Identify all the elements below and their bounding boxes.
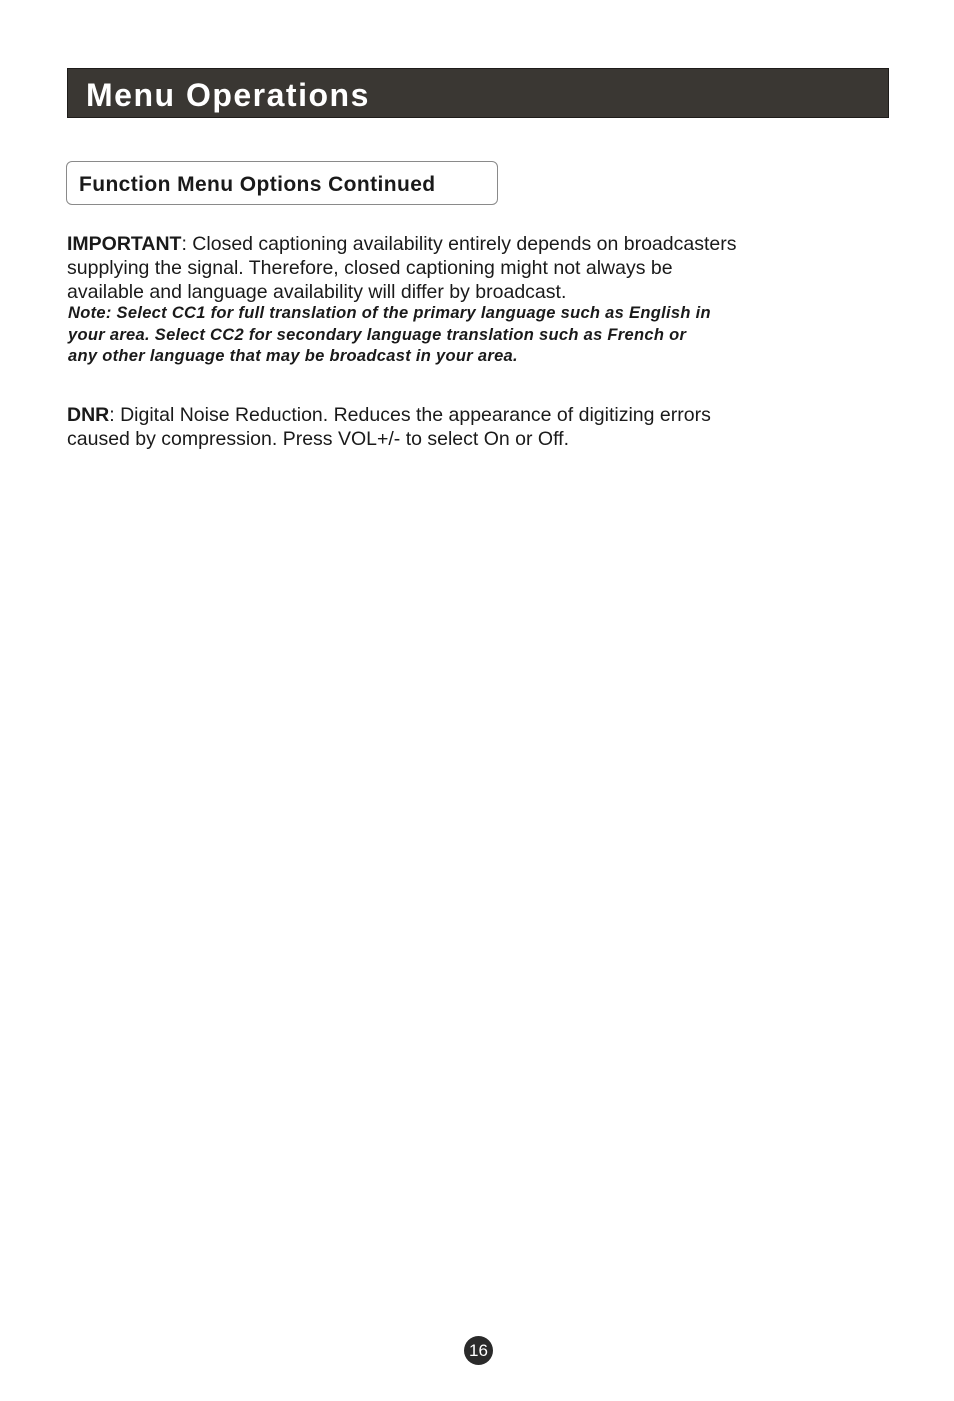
important-line-3: available and language availability will differ by broadcast. (67, 281, 567, 303)
important-label: IMPORTANT (67, 233, 182, 255)
important-line-2: supplying the signal. Therefore, closed captioning might not always be (67, 257, 673, 279)
header-bar (67, 68, 889, 118)
note-paragraph (68, 303, 888, 368)
page-title: Menu Operations (86, 77, 370, 113)
page-number-badge: 16 (464, 1336, 493, 1365)
important-text-1: : Closed captioning availability entirely depends on broadcasters (181, 233, 737, 255)
dnr-line-2: caused by compression. Press VOL+/- to select On or Off. (67, 428, 569, 450)
important-paragraph (67, 232, 887, 304)
note-line-1: Note: Select CC1 for full translation of the primary language such as English in (68, 304, 711, 322)
note-line-2: your area. Select CC2 for secondary language translation such as French or (68, 325, 687, 344)
note-line-3: any other language that may be broadcast in your area. (68, 347, 518, 365)
dnr-label: DNR (67, 404, 110, 426)
dnr-line-1 (67, 403, 887, 427)
dnr-text-1: : Digital Noise Reduction. Reduces the appearance of digitizing errors (109, 404, 711, 426)
section-title: Function Menu Options Continued (79, 173, 436, 196)
dnr-paragraph (67, 403, 887, 451)
section-heading-box (66, 161, 498, 205)
important-line-1 (67, 232, 887, 256)
